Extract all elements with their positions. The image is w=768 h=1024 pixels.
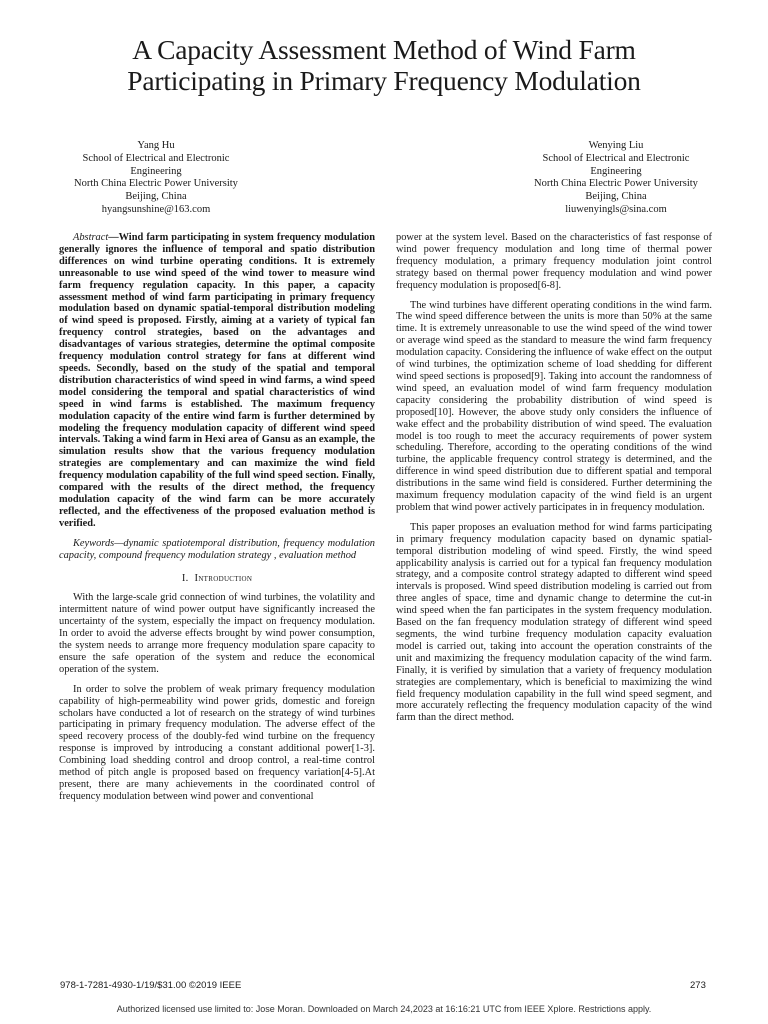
author-university: North China Electric Power University xyxy=(534,178,698,190)
body-paragraph: This paper proposes an evaluation method for wind farms participating in primary frequency modulation capacity based on dynamic spatial-temporal distribution modeling of wind speed. Firstly, the wind speed applicability analysis is carried out for a typical fan frequency modulation strategy, and a composite control strategy adapted to different wind speed intervals is proposed. Wind speed distribution modeling is carried out from three angles of space, time and dynamic change to determine the cut-in wind speed when the fan participates in the system frequency modulation. Based on the fan frequency modulation strategy of different wind speed segments, the wind turbine frequency modulation capacity evaluation model is carried out, taking into account the operation constraints of the unit and maximizing the frequency modulation capacity of the wind farm. Finally, it is verified by simulation that a variety of frequency modulation strategies are complementary, which is beneficial to maximizing the wind field frequency modulation capability in the full wind speed segment, and more accurately reflecting the frequency modulation capacity of the wind farm than the direct method. xyxy=(396,521,712,724)
author-name: Yang Hu xyxy=(137,140,175,151)
author-email: hyangsunshine@163.com xyxy=(101,203,211,215)
section-title: Introduction xyxy=(194,573,253,585)
abstract-text: Wind farm participating in system frequency modulation generally ignores the influence of temporal and spatio distribution differences on wind turbine operating conditions. It is extremely unreasonable to use wind speed of the wind tower to measure wind farm frequency regulation capacity. In this paper, a capacity assessment method of wind farm participating in primary frequency modulation based on dynamic spatial-temporal distribution modeling of wind speed is proposed. Firstly, aiming at a variety of typical fan frequency control strategies, based on the advantages and disadvantages of various strategies, determine the optimal composite frequency modulation control strategy for fans at different wind speeds. Secondly, based on the study of the spatial and temporal distribution characteristics of wind speed in wind farms, a wind speed model considering the temporal and spatial characteristics of wind speed in wind farms is established. The maximum frequency modulation capacity of the entire wind farm is further determined by modeling the frequency modulation capacity of different wind speed intervals. Taking a wind farm in Hexi area of Gansu as an example, the simulation results show that the various frequency modulation strategies are complementary and can maximize the wind field frequency modulation capability of the full wind speed section. Finally, compared with the results of the direct method, the frequency modulation capacity of the wind farm can be more accurately reflected, and the effectiveness of the proposed evaluation method is verified. xyxy=(59,232,375,529)
abstract-dash: — xyxy=(108,232,119,243)
body-paragraph: With the large-scale grid connection of wind turbines, the volatility and intermittent nature of wind power output have significantly increased the uncertainty of the system, especially the impact on frequency modulation. In order to avoid the adverse effects brought by wind power consumption, the system needs to arrange more frequency modulation spare capacity to ensure the safe operation of the system and reduce the economical operation of the system. xyxy=(59,592,375,675)
section-heading-introduction xyxy=(59,573,375,585)
author-department-cont: Engineering xyxy=(590,165,642,177)
paper-title xyxy=(40,34,728,96)
copyright-line: 978-1-7281-4930-1/19/$31.00 ©2019 IEEE xyxy=(60,980,242,991)
license-disclaimer: Authorized licensed use limited to: Jose Moran. Downloaded on March 24,2023 at 16:16:21 UTC from IEEE Xplore. Restrictions apply. xyxy=(116,1004,652,1014)
author-city: Beijing, China xyxy=(585,191,647,203)
keywords xyxy=(59,538,375,562)
page-number: 273 xyxy=(690,980,706,991)
left-column xyxy=(59,232,375,811)
abstract xyxy=(59,232,375,530)
author-block-1 xyxy=(31,140,281,217)
body-paragraph: power at the system level. Based on the characteristics of fast response of wind power frequency modulation and long time of thermal power frequency modulation, a primary frequency modulation joint control strategy based on thermal power frequency modulation and wind power frequency modulation is proposed[6-8]. xyxy=(396,232,712,291)
author-department-cont: Engineering xyxy=(130,165,182,177)
author-block-2 xyxy=(491,140,741,217)
section-number: I. xyxy=(181,573,189,585)
right-column xyxy=(396,232,712,732)
body-paragraph: In order to solve the problem of weak primary frequency modulation capability of high-permeability wind power grids, domestic and foreign scholars have conducted a lot of research on the strategy of wind turbines participating in primary frequency modulation. The adverse effect of the speed recovery process of the doubly-fed wind turbine on the frequency response is improved by introducing a constant additional power[1-3]. Combining load shedding control and droop control, a real-time control method of pitch angle is proposed based on frequency variation[4-5].At present, there are many achievements in the coordinated control of frequency modulation between wind power and conventional xyxy=(59,683,375,802)
body-paragraph: The wind turbines have different operating conditions in the wind farm. The wind speed difference between the units is more than 50% at the same time. It is extremely unreasonable to use the wind speed of the wind tower or average wind speed as the standard to measure the wind farm frequency modulation capacity. Considering the influence of wake effect on the output of wind turbines, the optimization scheme of load shedding for different wind speed sections is proposed[9]. Taking into account the randomness of wind speed, an evaluation model of wind farm frequency modulation capacity considering the probability distribution of wind speed is proposed[10]. However, the above study only considers the influence of wake effect and the probability distribution of wind speed. The evaluation model is too rough to meet the accuracy requirements of power system scheduling. Therefore, according to the operating conditions of the wind turbine, the applicable frequency control strategy is determined, and the difference in wind speed distribution due to different spatial and temporal distributions in the same wind field is considered. Further determining the maximum frequency modulation capacity of the wind field is an urgent problem that wind power actively participates in in frequency modulation. xyxy=(396,299,712,513)
author-department: School of Electrical and Electronic xyxy=(82,152,230,164)
author-city: Beijing, China xyxy=(125,191,187,203)
author-university: North China Electric Power University xyxy=(74,178,238,190)
author-department: School of Electrical and Electronic xyxy=(542,152,690,164)
author-name: Wenying Liu xyxy=(588,140,644,151)
title-line-2: Participating in Primary Frequency Modulation xyxy=(127,65,641,96)
abstract-label: Abstract xyxy=(73,232,109,243)
keywords-text: —dynamic spatiotemporal distribution, frequency modulation capacity, compound frequency modulation strategy , evaluation method xyxy=(59,537,375,561)
author-email: liuwenyingls@sina.com xyxy=(565,203,667,215)
title-line-1: A Capacity Assessment Method of Wind Farm xyxy=(132,34,636,65)
keywords-label: Keywords xyxy=(73,537,115,549)
